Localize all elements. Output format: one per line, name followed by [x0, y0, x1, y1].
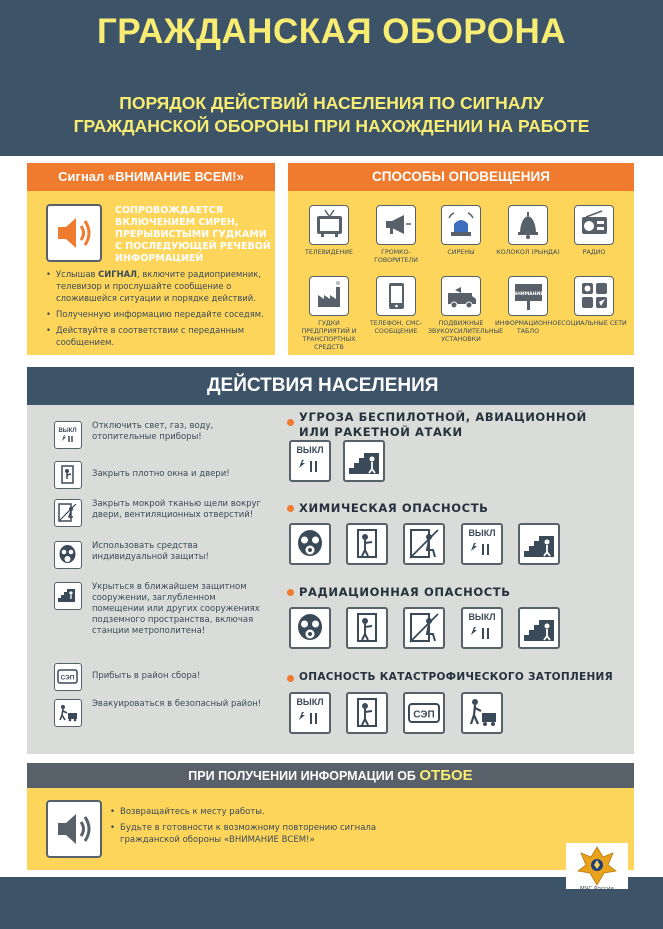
legend-evacuate: Эвакуироваться в безопасный район!	[54, 699, 264, 710]
gas-mask-icon	[54, 541, 82, 569]
list-item: • Полученную информацию передайте соседям.	[46, 308, 268, 320]
legend-sep: СЭП Прибыть в район сбора!	[54, 663, 264, 682]
svg-text:ВЫКЛ: ВЫКЛ	[58, 428, 77, 434]
tile-close-door	[346, 523, 388, 565]
shelter-icon	[54, 582, 82, 610]
footer-bar	[0, 877, 663, 929]
subtitle-line-1: ПОРЯДОК ДЕЙСТВИЙ НАСЕЛЕНИЯ ПО СИГНАЛУ	[119, 93, 544, 113]
notify-phone: ТЕЛЕФОН, СМС-СООБЩЕНИЕ	[363, 276, 429, 336]
notify-factory: ГУДКИ ПРЕДПРИЯТИЙ И ТРАНСПОРТНЫХ СРЕДСТВ	[296, 276, 362, 352]
otboy-instructions	[110, 806, 430, 850]
otboy-title: ПРИ ПОЛУЧЕНИИ ИНФОРМАЦИИ ОБ ОТБОЕ	[27, 763, 634, 788]
legend-switch-off: ВЫКЛ Отключить свет, газ, воду, отопительные приборы!	[54, 421, 264, 443]
section-title-flood: ОПАСНОСТЬ КАТАСТРОФИЧЕСКОГО ЗАТОПЛЕНИЯ	[299, 671, 614, 683]
tile-shelter	[343, 440, 385, 482]
tile-evacuate	[461, 692, 503, 734]
actions-title: ДЕЙСТВИЯ НАСЕЛЕНИЯ	[27, 367, 634, 405]
signal-description: СОПРОВОЖДАЕТСЯ ВКЛЮЧЕНИЕМ СИРЕН, ПРЕРЫВИСТЫМИ ГУДКАМИ С ПОСЛЕДУЮЩЕЙ РЕЧЕВОЙ ИНФОРМАЦИЕЙ	[115, 205, 271, 264]
loudspeaker-icon	[376, 205, 416, 245]
tile-switch-off: ВЫКЛ	[289, 440, 331, 482]
section-bullet	[287, 419, 294, 426]
tile-switch-off: ВЫКЛ	[461, 607, 503, 649]
tile-switch-off: ВЫКЛ	[289, 692, 331, 734]
bell-icon	[508, 205, 548, 245]
header-banner	[0, 0, 663, 156]
close-door-icon	[54, 461, 82, 489]
list-item: • Услышав СИГНАЛ, включите радиоприемник, телевизор и прослушайте сообщение о сложившейся ситуации и порядке действий.	[46, 268, 268, 304]
svg-text:СЭП: СЭП	[60, 674, 75, 682]
signal-title: Сигнал «ВНИМАНИЕ ВСЕМ!»	[27, 163, 275, 191]
board-icon	[508, 276, 548, 316]
tile-sep	[403, 692, 445, 734]
factory-icon	[309, 276, 349, 316]
notify-loudspeaker: ГРОМКО-ГОВОРИТЕЛИ	[363, 205, 429, 265]
tile-shelter	[518, 607, 560, 649]
van-icon	[441, 276, 481, 316]
tile-switch-off: ВЫКЛ	[461, 523, 503, 565]
legend-shelter: Укрыться в ближайшем защитном сооружении, заглубленном помещении или других сооружениях подземного пространства, включая станции метрополитена!	[54, 582, 264, 637]
notify-bell: КОЛОКОЛ (РЫНДА)	[495, 205, 561, 257]
subtitle-line-2: ГРАЖДАНСКОЙ ОБОРОНЫ ПРИ НАХОЖДЕНИИ НА РАБОТЕ	[73, 116, 590, 136]
notify-siren: СИРЕНЫ	[428, 205, 494, 257]
speaker-icon	[46, 204, 102, 262]
section-title-radiation: РАДИАЦИОННАЯ ОПАСНОСТЬ	[299, 585, 511, 599]
notify-tv: ТЕЛЕВИДЕНИЕ	[296, 205, 362, 257]
section-bullet	[287, 675, 294, 682]
logo-caption: МЧС России	[580, 886, 614, 892]
speaker-icon	[46, 800, 102, 858]
page-title: ГРАЖДАНСКАЯ ОБОРОНА	[96, 12, 567, 51]
section-bullet	[287, 589, 294, 596]
legend-close-door: Закрыть плотно окна и двери!	[54, 461, 264, 480]
radio-icon	[574, 205, 614, 245]
seal-gaps-icon	[54, 499, 82, 527]
section-title-chemical: ХИМИЧЕСКАЯ ОПАСНОСТЬ	[299, 501, 489, 515]
page-subtitle	[0, 92, 663, 138]
notify-social: СОЦИАЛЬНЫЕ СЕТИ	[561, 276, 627, 328]
legend-gas-mask: Использовать средства индивидуальной защиты!	[54, 541, 264, 563]
tile-gas-mask	[289, 607, 331, 649]
legend-seal-gaps: Закрыть мокрой тканью щели вокруг двери, вентиляционных отверстий!	[54, 499, 264, 521]
switch-off-icon	[54, 421, 82, 449]
tv-icon	[309, 205, 349, 245]
tile-close-door	[346, 607, 388, 649]
tile-seal-gaps	[403, 607, 445, 649]
signal-instructions	[46, 268, 268, 352]
svg-text:СЭП: СЭП	[413, 709, 435, 721]
tile-seal-gaps	[403, 523, 445, 565]
board-word: ВНИМАНИЕ	[513, 292, 543, 297]
notify-board: ВНИМАНИЕ ИНФОРМАЦИОННОЕ ТАБЛО	[495, 276, 561, 336]
tile-close-door	[346, 692, 388, 734]
notify-radio: РАДИО	[561, 205, 627, 257]
section-bullet	[287, 505, 294, 512]
tile-gas-mask	[289, 523, 331, 565]
notify-title: СПОСОБЫ ОПОВЕЩЕНИЯ	[288, 163, 634, 191]
list-item: • Будьте в готовности к возможному повторению сигнала гражданской обороны «ВНИМАНИЕ ВСЕМ!»	[110, 822, 430, 846]
siren-icon	[441, 205, 481, 245]
list-item: • Возвращайтесь к месту работы.	[110, 806, 430, 818]
section-title-attack: УГРОЗА БЕСПИЛОТНОЙ, АВИАЦИОННОЙ ИЛИ РАКЕТНОЙ АТАКИ	[299, 410, 587, 439]
phone-icon	[376, 276, 416, 316]
tile-shelter	[518, 523, 560, 565]
list-item: • Действуйте в соответствии с переданным сообщением.	[46, 324, 268, 348]
evacuate-icon	[54, 699, 82, 727]
sep-icon	[54, 663, 82, 691]
notify-van: ПОДВИЖНЫЕ ЗВУКОУСИЛИТЕЛЬНЫЕ УСТАНОВКИ	[428, 276, 494, 344]
social-icon	[574, 276, 614, 316]
